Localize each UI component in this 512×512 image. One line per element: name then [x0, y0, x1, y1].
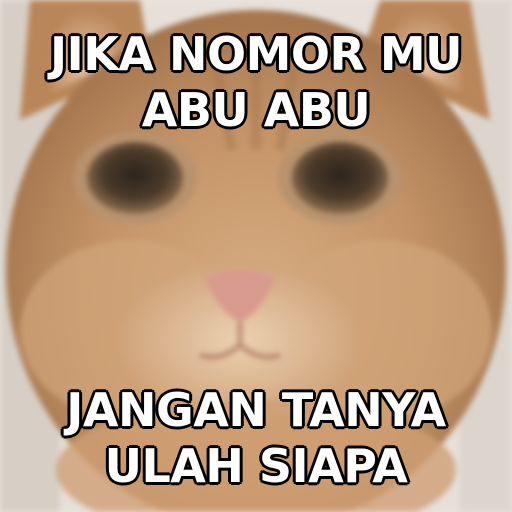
cat-right-eye [292, 142, 388, 214]
bottom-caption [0, 382, 512, 494]
top-caption [0, 26, 512, 138]
bottom-caption-line-2: ULAH SIAPA [104, 439, 408, 493]
top-caption-line-2: ABU ABU [141, 83, 371, 137]
bottom-caption-line-1: JANGAN TANYA [66, 383, 446, 437]
top-caption-line-1: JIKA NOMOR MU [49, 27, 463, 81]
cat-left-eye [87, 142, 183, 214]
